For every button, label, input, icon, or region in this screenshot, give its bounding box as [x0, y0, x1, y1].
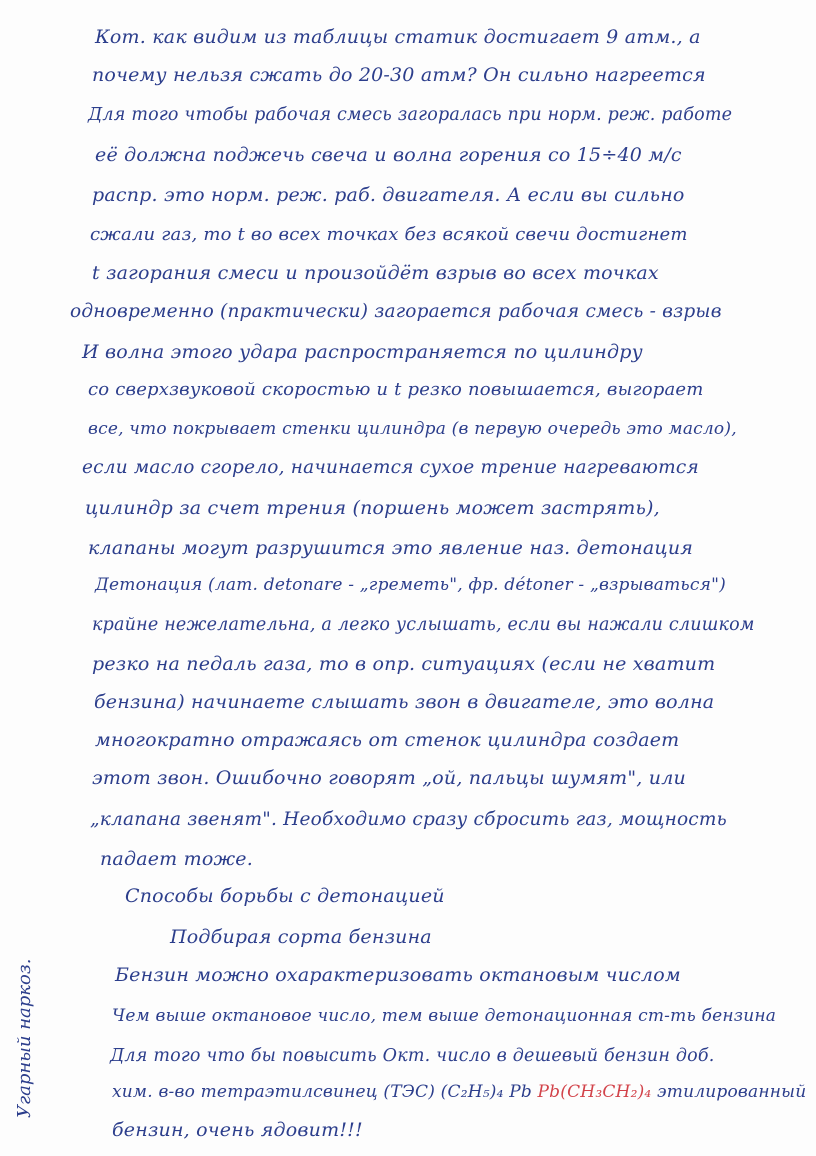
formula-red: Pb(CH₃CH₂)₄: [537, 1082, 652, 1102]
text-line-26: Чем выше октановое число, тем выше детонационная ст-ть бензина: [112, 1006, 777, 1026]
text-line-4: её должна поджечь свеча и волна горения со 15÷40 м/с: [95, 144, 682, 166]
text-line-27: Для того что бы повысить Окт. число в дешевый бензин доб.: [110, 1046, 715, 1066]
margin-note: Угарный наркоз.: [14, 958, 35, 1118]
text-line-6: сжали газ, то t во всех точках без всякой свечи достигнет: [90, 224, 688, 245]
formula-suffix: этилированный: [657, 1082, 807, 1102]
text-line-11: все, что покрывает стенки цилиндра (в первую очередь это масло),: [88, 419, 737, 439]
text-line-22: падает тоже.: [100, 848, 253, 870]
text-line-12: если масло сгорело, начинается сухое трение нагреваются: [82, 457, 699, 478]
text-line-20: этот звон. Ошибочно говорят „ой, пальцы шумят", или: [92, 767, 686, 789]
text-line-9: И волна этого удара распространяется по цилиндру: [82, 341, 643, 363]
text-line-17: резко на педаль газа, то в опр. ситуациях (если не хватит: [92, 653, 716, 675]
text-line-14: клапаны могут разрушится это явление наз. детонация: [88, 537, 694, 559]
text-line-29: бензин, очень ядовит!!!: [112, 1119, 363, 1141]
text-line-19: многократно отражаясь от стенок цилиндра создает: [95, 729, 680, 751]
section-heading: Способы борьбы с детонацией: [125, 885, 445, 907]
text-line-21: „клапана звенят". Необходимо сразу сбросить газ, мощность: [90, 809, 727, 830]
text-line-2: почему нельзя сжать до 20-30 атм? Он сильно нагреется: [92, 64, 706, 86]
text-line-7: t загорания смеси и произойдёт взрыв во всех точках: [92, 262, 659, 284]
formula-line-text: хим. в-во тетраэтилсвинец (ТЭС) (C₂H₅)₄ Pb: [112, 1082, 532, 1102]
text-line-13: цилиндр за счет трения (поршень может застрять),: [85, 497, 660, 519]
text-line-25: Бензин можно охарактеризовать октановым числом: [115, 964, 681, 986]
text-line-18: бензина) начинаете слышать звон в двигателе, это волна: [94, 691, 715, 713]
text-line-16: крайне нежелательна, а легко услышать, если вы нажали слишком: [92, 615, 755, 635]
text-line-5: распр. это норм. реж. раб. двигателя. А если вы сильно: [92, 184, 685, 206]
text-line-28: [112, 1080, 806, 1104]
text-line-8: одновременно (практически) загорается рабочая смесь - взрыв: [70, 301, 722, 322]
text-line-3: Для того чтобы рабочая смесь загоралась при норм. реж. работе: [88, 105, 733, 125]
text-line-10: со сверхзвуковой скоростью и t резко повышается, выгорает: [88, 379, 704, 400]
subsection-heading: Подбирая сорта бензина: [170, 926, 432, 948]
text-line-1: Кот. как видим из таблицы статик достигает 9 атм., а: [95, 26, 701, 48]
text-line-15: Детонация (лат. detonare - „греметь", фр. détoner - „взрываться"): [95, 575, 726, 595]
